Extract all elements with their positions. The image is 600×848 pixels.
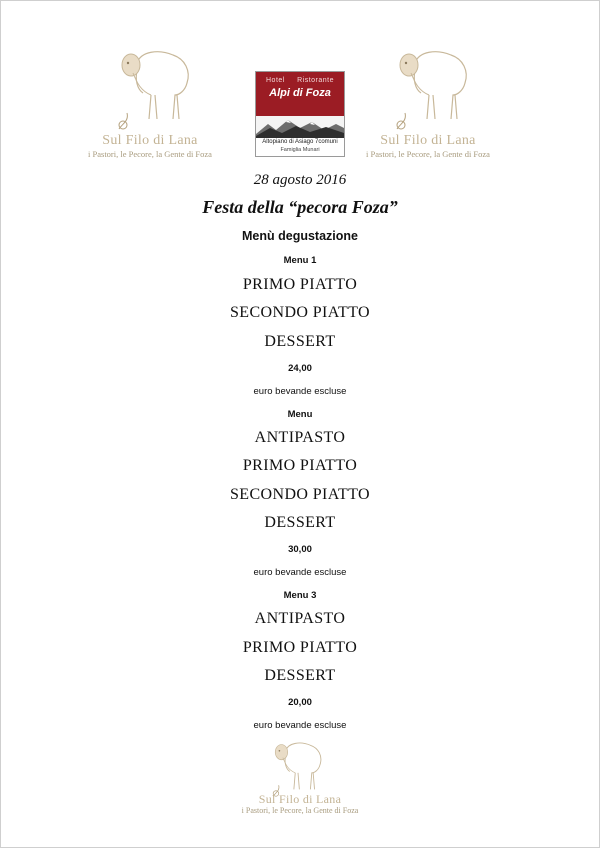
menu-2-dish: ANTIPASTO [254, 429, 346, 446]
menu-3-dish: ANTIPASTO [254, 610, 346, 627]
menu-2-price: 30,00 [288, 544, 312, 555]
logo-title: Sul Filo di Lana [258, 792, 342, 806]
logo-subtitle: i Pastori, le Pecore, la Gente di Foza [88, 149, 212, 159]
menu-1-dish: SECONDO PIATTO [230, 304, 370, 321]
menu-2-dish: PRIMO PIATTO [242, 457, 358, 474]
event-date: 28 agosto 2016 [253, 172, 347, 188]
mountains-icon [256, 116, 344, 138]
hotel-location: Altopiano di Asiago 7comuni [262, 139, 338, 145]
menu-2-dish: DESSERT [264, 514, 336, 531]
event-title: Festa della “pecora Foza” [202, 197, 398, 217]
hotel-family: Famiglia Munari [280, 147, 320, 153]
menu-3-dish: DESSERT [264, 667, 336, 684]
logo-title: Sul Filo di Lana [102, 133, 198, 148]
hotel-logo-top [256, 77, 344, 84]
sul-filo-di-lana-logo-right [363, 43, 493, 159]
sheep-icon [263, 737, 333, 799]
sheep-icon [393, 43, 473, 133]
menu-3-price: 20,00 [288, 697, 312, 708]
menu-3-dish: PRIMO PIATTO [242, 639, 358, 656]
menu-2-note: euro bevande escluse [253, 567, 347, 578]
ristorante-label: Ristorante [297, 77, 334, 84]
menu-3-note: euro bevande escluse [253, 720, 347, 731]
menu-1-label: Menu 1 [283, 255, 317, 266]
menu-2-label: Menu [287, 409, 313, 420]
menu-1-dish: DESSERT [264, 333, 336, 350]
menu-1-note: euro bevande escluse [253, 386, 347, 397]
sul-filo-di-lana-logo-left [85, 43, 215, 159]
hotel-alpi-di-foza-logo [255, 71, 345, 157]
menu-1-price: 24,00 [288, 363, 312, 374]
sul-filo-di-lana-logo-bottom [235, 737, 365, 847]
hotel-name: Alpi di Foza [269, 87, 331, 99]
sheep-icon [115, 43, 195, 133]
logo-title: Sul Filo di Lana [380, 133, 476, 148]
logo-subtitle: i Pastori, le Pecore, la Gente di Foza [241, 806, 359, 815]
menu-1-dish: PRIMO PIATTO [242, 276, 358, 293]
menu-2-dish: SECONDO PIATTO [230, 486, 370, 503]
hotel-label: Hotel [266, 77, 285, 84]
menu-3-label: Menu 3 [283, 590, 317, 601]
logo-subtitle: i Pastori, le Pecore, la Gente di Foza [366, 149, 490, 159]
menu-heading: Menù degustazione [242, 229, 358, 243]
